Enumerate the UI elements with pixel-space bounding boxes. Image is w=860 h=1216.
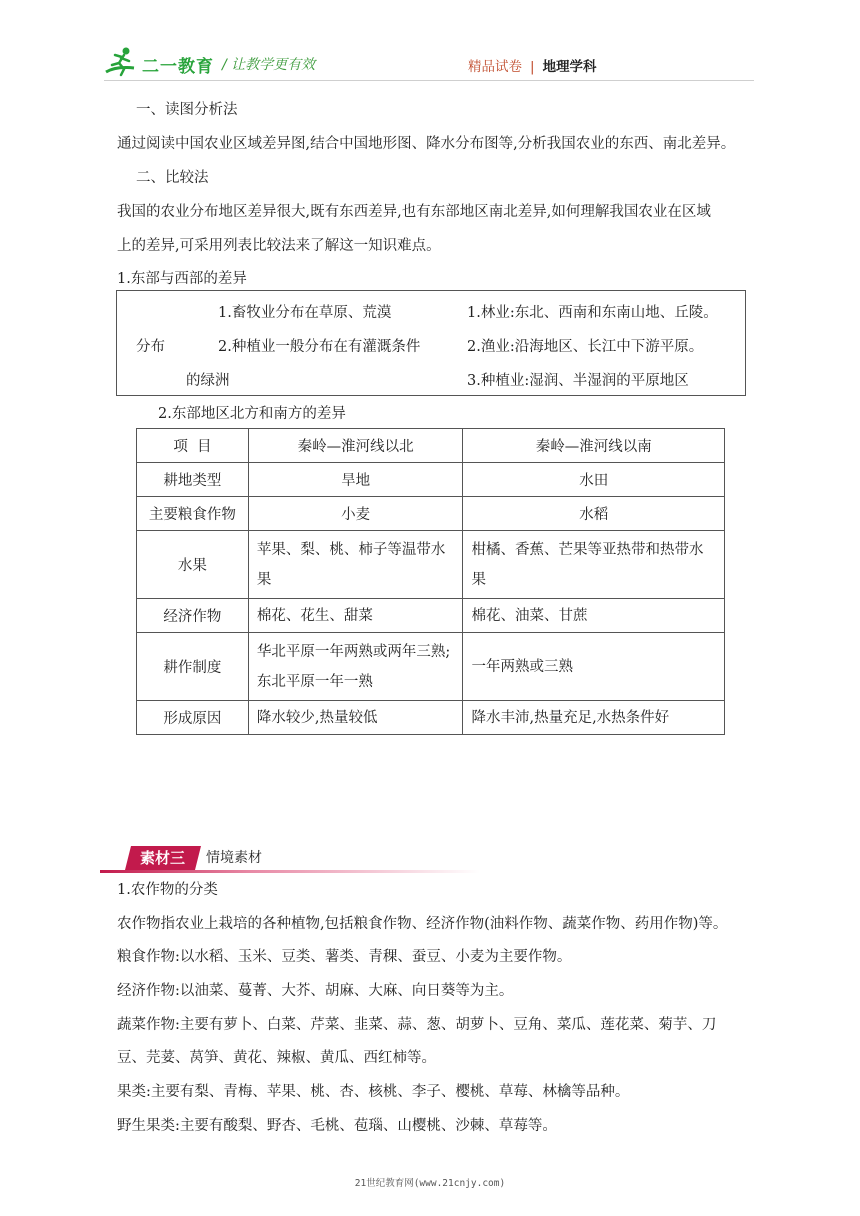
box-east-item-2: 2.渔业:沿海地区、长江中下游平原。 <box>467 339 704 355</box>
subheading-north-south: 2.东部地区北方和南方的差异 <box>158 406 346 422</box>
page-footer: 21世纪教育网(www.21cnjy.com) <box>354 1178 506 1189</box>
material-tag <box>125 846 201 870</box>
section-title-2: 二、比较法 <box>136 170 209 186</box>
material-label: 情境素材 <box>206 850 262 866</box>
table-cell-item: 水果 <box>137 531 249 599</box>
table-cell-item: 主要粮食作物 <box>137 497 249 531</box>
north-south-table <box>136 428 725 735</box>
table-cell-south: 水稻 <box>463 497 725 531</box>
header-separator: | <box>530 59 535 75</box>
table-cell-north: 降水较少,热量较低 <box>248 701 463 735</box>
cell-line: 柑橘、香蕉、芒果等亚热带和热带水 <box>471 541 704 558</box>
box-label: 分布 <box>136 339 165 355</box>
table-row <box>137 531 725 599</box>
table-cell-south <box>463 531 725 599</box>
box-west-item-2-cont: 的绿洲 <box>186 373 230 389</box>
material-paragraph: 经济作物:以油菜、蔓菁、大芥、胡麻、大麻、向日葵等为主。 <box>117 983 514 999</box>
brand-slogan: / 让教学更有效 <box>222 57 316 73</box>
section-title-1: 一、读图分析法 <box>136 102 238 118</box>
header-tag-right: 地理学科 <box>542 59 597 75</box>
section-text-1: 通过阅读中国农业区域差异图,结合中国地形图、降水分布图等,分析我国农业的东西、南北差异。 <box>117 136 736 152</box>
table-cell-north <box>248 633 463 701</box>
material-paragraph-cont: 豆、芫荽、莴笋、黄花、辣椒、黄瓜、西红柿等。 <box>117 1050 436 1066</box>
cell-line: 华北平原一年两熟或两年三熟; <box>256 643 451 660</box>
table-row <box>137 497 725 531</box>
table-cell-north: 小麦 <box>248 497 463 531</box>
header-tag-left: 精品试卷 <box>468 59 522 75</box>
table-row <box>137 633 725 701</box>
table-cell-south: 一年两熟或三熟 <box>463 633 725 701</box>
table-row <box>137 463 725 497</box>
section-text-2a: 我国的农业分布地区差异很大,既有东西差异,也有东部地区南北差异,如何理解我国农业在区域 <box>117 204 711 220</box>
table-header-row <box>137 429 725 463</box>
table-header-cell: 秦岭—淮河线以北 <box>248 429 463 463</box>
brand-logo-text: 二一教育 <box>142 57 214 77</box>
material-subheading: 1.农作物的分类 <box>117 882 218 898</box>
table-cell-south: 降水丰沛,热量充足,水热条件好 <box>463 701 725 735</box>
cell-line: 果 <box>471 571 486 588</box>
table-cell-item: 耕地类型 <box>137 463 249 497</box>
cell-line: 东北平原一年一熟 <box>256 673 373 690</box>
table-row <box>137 701 725 735</box>
box-west-item-2: 2.种植业一般分布在有灌溉条件 <box>218 339 421 355</box>
material-tag-text: 素材三 <box>140 849 186 867</box>
table-cell-item: 耕作制度 <box>137 633 249 701</box>
material-banner-bar <box>100 870 480 873</box>
material-paragraph: 蔬菜作物:主要有萝卜、白菜、芹菜、韭菜、蒜、葱、胡萝卜、豆角、菜瓜、莲花菜、菊芋、刀 <box>117 1017 717 1033</box>
table-cell-north <box>248 531 463 599</box>
section-text-2b: 上的差异,可采用列表比较法来了解这一知识难点。 <box>117 238 441 254</box>
cell-line: 果 <box>256 571 272 588</box>
material-banner <box>100 844 480 874</box>
header-tags <box>468 55 597 75</box>
table-header-cell: 项 目 <box>137 429 249 463</box>
table-cell-north: 旱地 <box>248 463 463 497</box>
subheading-east-west: 1.东部与西部的差异 <box>117 271 247 287</box>
material-paragraph: 粮食作物:以水稻、玉米、豆类、薯类、青稞、蚕豆、小麦为主要作物。 <box>117 949 572 965</box>
runner-logo-icon <box>104 46 140 78</box>
box-west-item-1: 1.畜牧业分布在草原、荒漠 <box>218 305 392 321</box>
box-east-item-3: 3.种植业:湿润、半湿润的平原地区 <box>467 373 689 389</box>
table-row <box>137 599 725 633</box>
table-cell-north: 棉花、花生、甜菜 <box>248 599 463 633</box>
table-cell-item: 经济作物 <box>137 599 249 633</box>
table-cell-south: 水田 <box>463 463 725 497</box>
table-cell-south: 棉花、油菜、甘蔗 <box>463 599 725 633</box>
material-paragraph: 农作物指农业上栽培的各种植物,包括粮食作物、经济作物(油料作物、蔬菜作物、药用作物)等。 <box>117 916 728 932</box>
table-header-cell: 秦岭—淮河线以南 <box>463 429 725 463</box>
cell-line: 苹果、梨、桃、柿子等温带水 <box>256 541 446 558</box>
material-paragraph: 野生果类:主要有酸梨、野杏、毛桃、苞瑙、山樱桃、沙棘、草莓等。 <box>117 1118 557 1134</box>
box-east-item-1: 1.林业:东北、西南和东南山地、丘陵。 <box>467 305 718 321</box>
header-divider <box>104 80 754 81</box>
material-paragraph: 果类:主要有梨、青梅、苹果、桃、杏、核桃、李子、樱桃、草莓、林檎等品种。 <box>117 1084 630 1100</box>
table-cell-item: 形成原因 <box>137 701 249 735</box>
